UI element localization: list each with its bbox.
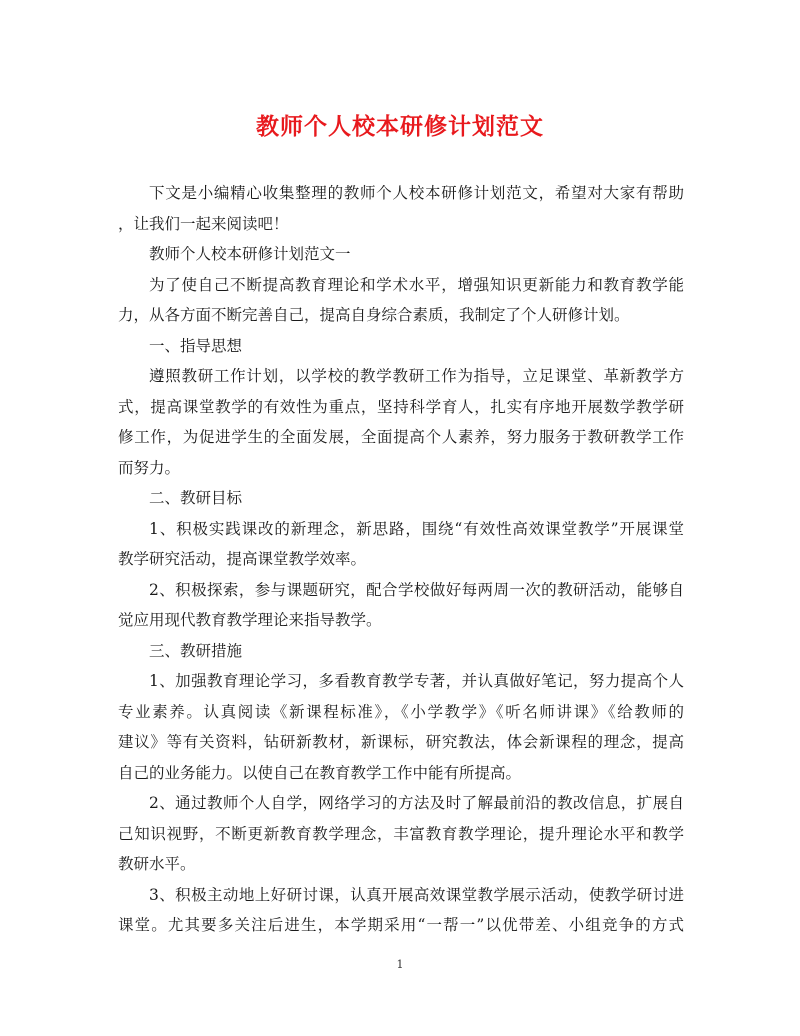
text-line: 而努力。 — [118, 458, 181, 477]
text-line: 觉应用现代教育教学理论来指导教学。 — [118, 611, 382, 629]
document-title: 教师个人校本研修计划范文 — [256, 113, 544, 140]
text-line: 2、积极探索，参与课题研究，配合学校做好每两周一次的教研活动，能够自 — [149, 580, 684, 599]
text-line: 教学研究活动，提高课堂教学效率。 — [118, 550, 367, 568]
text-line: 己知识视野，不断更新教育教学理念，丰富教育教学理论，提升理论水平和教学 — [118, 824, 684, 843]
text-line: 建议》等有关资料，钻研新教材，新课标，研究教法，体会新课程的理念，提高 — [118, 733, 684, 751]
text-line: 自己的业务能力。以使自己在教育教学工作中能有所提高。 — [118, 763, 522, 782]
text-line: 力，从各方面不断完善自己，提高自身综合素质，我制定了个人研修计划。 — [118, 306, 630, 324]
text-line: 下文是小编精心收集整理的教师个人校本研修计划范文，希望对大家有帮助 — [149, 184, 684, 202]
text-line: 1、积极实践课改的新理念，新思路，围绕“有效性高效课堂教学”开展课堂 — [149, 519, 684, 538]
text-line: 2、通过教师个人自学，网络学习的方法及时了解最前沿的教改信息，扩展自 — [149, 794, 684, 812]
text-line: 为了使自己不断提高教育理论和学术水平，增强知识更新能力和教育教学能 — [149, 275, 684, 294]
document-body — [118, 178, 684, 941]
text-line: 修工作，为促进学生的全面发展，全面提高个人素养，努力服务于教研教学工作 — [118, 428, 684, 446]
page-number: 1 — [396, 958, 404, 971]
text-line: 教研水平。 — [118, 855, 196, 873]
text-line: 一、指导思想 — [149, 336, 243, 355]
text-line: 教师个人校本研修计划范文一 — [149, 245, 351, 263]
text-line: 二、教研目标 — [149, 489, 243, 507]
text-line: ，让我们一起来阅读吧！ — [118, 214, 289, 233]
text-line: 式，提高课堂教学的有效性为重点，坚持科学育人，扎实有序地开展数学教学研 — [118, 397, 684, 416]
text-line: 1、加强教育理论学习，多看教育教学专著，并认真做好笔记，努力提高个人 — [149, 672, 684, 690]
text-line: 三、教研措施 — [149, 641, 243, 660]
text-line: 遵照教研工作计划，以学校的教学教研工作为指导，立足课堂、革新教学方 — [149, 367, 684, 385]
text-line: 3、积极主动地上好研讨课，认真开展高效课堂教学展示活动，使教学研讨进 — [149, 885, 684, 904]
text-line: 专业素养。认真阅读《新课程标准》，《小学教学》《听名师讲课》《给教师的 — [118, 702, 684, 721]
text-line: 课堂。尤其要多关注后进生，本学期采用“一帮一”以优带差、小组竞争的方式 — [118, 916, 684, 934]
